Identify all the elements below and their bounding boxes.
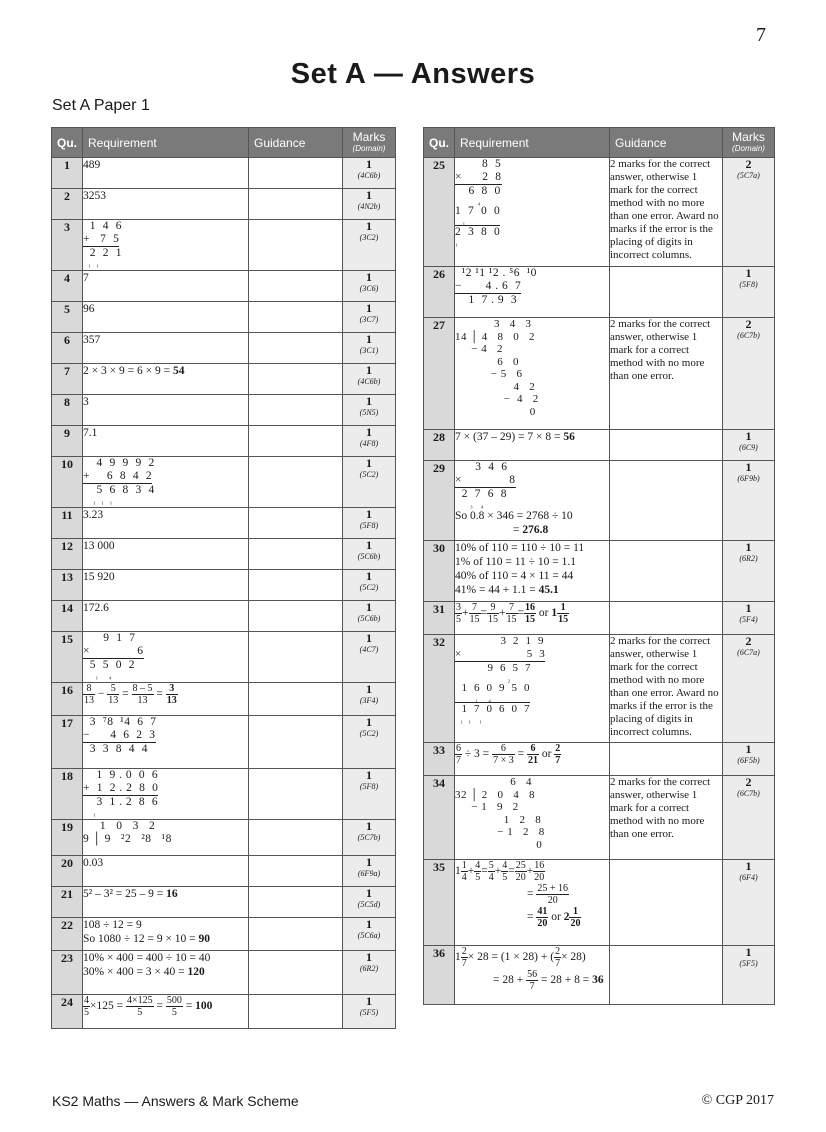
table-row: [52, 271, 396, 302]
marks-cell: 1 (3C2): [343, 220, 396, 271]
question-number: 30: [424, 541, 455, 602]
question-number: 35: [424, 860, 455, 946]
table-row: [424, 267, 775, 318]
table-row: [424, 743, 775, 776]
question-number: 31: [424, 602, 455, 635]
guidance: 2 marks for the correct answer, otherwise 1 mark for a correct method with no more than one error.: [610, 318, 723, 430]
table-row: [52, 716, 396, 769]
question-number: 11: [52, 508, 83, 539]
requirement: 172.6: [83, 601, 249, 632]
marks-cell: 1 (5F8): [343, 769, 396, 820]
table-row: [52, 887, 396, 918]
guidance: [249, 632, 343, 683]
question-number: 12: [52, 539, 83, 570]
marks-cell: 1 (4F8): [343, 426, 396, 457]
question-number: 36: [424, 946, 455, 1005]
question-number: 28: [424, 430, 455, 461]
requirement: 7 × (37 – 29) = 7 × 8 = 56: [455, 430, 610, 461]
guidance: [610, 267, 723, 318]
requirement: 3 2 1 9 × 5 3 9 6 5 7 ₂ 1 6 0 9 5 0 ₁ ₄ 1 7 0 6 0 7 ₁ ₁ ₁: [455, 635, 610, 743]
table-row: [424, 635, 775, 743]
guidance: [249, 539, 343, 570]
guidance: [249, 189, 343, 220]
requirement: 10% of 110 = 110 ÷ 10 = 11 1% of 110 = 11 ÷ 10 = 1.1 40% of 110 = 4 × 11 = 44 41% = 44 + 1.1 = 45.1: [455, 541, 610, 602]
table-row: [52, 632, 396, 683]
question-number: 32: [424, 635, 455, 743]
question-number: 20: [52, 856, 83, 887]
guidance: [249, 395, 343, 426]
question-number: 7: [52, 364, 83, 395]
table-row: [424, 541, 775, 602]
marks-cell: 1 (4C6b): [343, 364, 396, 395]
table-row: [52, 508, 396, 539]
header-guidance: Guidance: [249, 128, 343, 158]
question-number: 2: [52, 189, 83, 220]
marks-cell: 1 (5C2): [343, 716, 396, 769]
requirement: 3 4 3 14 │ 4 8 0 2 − 4 2 6 0 − 5 6 4 2 − 4 2 0: [455, 318, 610, 430]
requirement: 3 ⁷8 ¹4 6 7 − 4 6 2 3 3 3 8 4 4: [83, 716, 249, 769]
requirement: 489: [83, 158, 249, 189]
table-row: [52, 364, 396, 395]
question-number: 24: [52, 995, 83, 1029]
table-row: [52, 570, 396, 601]
requirement: 6 4 32 │ 2 0 4 8 − 1 9 2 1 2 8 − 1 2 8 0: [455, 776, 610, 860]
marks-cell: 1 (5C5d): [343, 887, 396, 918]
table-row: [52, 333, 396, 364]
table-row: [424, 158, 775, 267]
marks-cell: 1 (4C6b): [343, 158, 396, 189]
requirement: 8 5 × 2 8 6 8 0 ₄ 1 7 0 0 ₁ 2 3 8 0 ₁: [455, 158, 610, 267]
header-marks: Marks (Domain): [723, 128, 775, 158]
requirement: 1 0 3 2 9 │ 9 ²2 ²8 ¹8: [83, 820, 249, 856]
question-number: 23: [52, 951, 83, 995]
answers-table-right: [423, 127, 775, 1005]
table-row: [424, 602, 775, 635]
guidance: [249, 508, 343, 539]
guidance: [249, 220, 343, 271]
question-number: 4: [52, 271, 83, 302]
question-number: 25: [424, 158, 455, 267]
question-number: 10: [52, 457, 83, 508]
requirement: 9 1 7 × 6 5 5 0 2 ₁ ₄: [83, 632, 249, 683]
question-number: 29: [424, 461, 455, 541]
table-row: [52, 189, 396, 220]
table-row: [52, 158, 396, 189]
guidance: [249, 856, 343, 887]
guidance: 2 marks for the correct answer, otherwise 1 mark for the correct method with no more than one error. Award no marks if the error is the placing of digits in incorrect columns.: [610, 635, 723, 743]
requirement: 1 $\frac{1}{4}$ + $\frac{4}{5}$ = $\frac{5}{4}$ + $\frac{4}{5}$ = $\frac{25}{20}$ + $\frac{16}{20}$ = $\frac{25 + 16}{20}$ = $\frac{41}{20}$ or 2 $\frac{1}{20}$: [455, 860, 610, 946]
requirement: 15 920: [83, 570, 249, 601]
footer-title: KS2 Maths — Answers & Mark Scheme: [52, 1093, 299, 1109]
marks-cell: 1 (5F8): [723, 267, 775, 318]
header-qu: Qu.: [52, 128, 83, 158]
requirement: 2 × 3 × 9 = 6 × 9 = 54: [83, 364, 249, 395]
guidance: [249, 820, 343, 856]
guidance: [610, 743, 723, 776]
question-number: 13: [52, 570, 83, 601]
question-number: 34: [424, 776, 455, 860]
table-row: [52, 601, 396, 632]
requirement: 3.23: [83, 508, 249, 539]
marks-cell: 1 (4C7): [343, 632, 396, 683]
guidance: [249, 716, 343, 769]
marks-cell: 1 (5C6b): [343, 601, 396, 632]
marks-cell: 1 (3C7): [343, 302, 396, 333]
question-number: 16: [52, 683, 83, 716]
guidance: [249, 457, 343, 508]
table-row: [52, 426, 396, 457]
requirement: 3 4 6 × 8 2 7 6 8 ₃ ₄ So 0.8 × 346 = 2768 ÷ 10 = 276.8: [455, 461, 610, 541]
marks-cell: 1 (3F4): [343, 683, 396, 716]
marks-cell: 1 (6F4): [723, 860, 775, 946]
question-number: 21: [52, 887, 83, 918]
table-row: [52, 457, 396, 508]
marks-cell: 1 (5N5): [343, 395, 396, 426]
requirement: $\frac{3}{5}$ + $\frac{7}{15}$ = $\frac{9}{15}$ + $\frac{7}{15}$ = $\frac{16}{15}$ or 1 $\frac{1}{15}$: [455, 602, 610, 635]
header-requirement: Requirement: [455, 128, 610, 158]
guidance: [249, 333, 343, 364]
page-title: Set A — Answers: [290, 58, 536, 90]
marks-cell: 1 (6C9): [723, 430, 775, 461]
answers-table-left: [51, 127, 396, 1029]
guidance: [249, 918, 343, 951]
marks-cell: 1 (5C6b): [343, 539, 396, 570]
paper-subtitle: Set A Paper 1: [52, 97, 150, 114]
marks-cell: 1 (6F9b): [723, 461, 775, 541]
question-number: 19: [52, 820, 83, 856]
guidance: [610, 541, 723, 602]
table-row: [52, 302, 396, 333]
question-number: 3: [52, 220, 83, 271]
guidance: [249, 570, 343, 601]
table-row: [424, 946, 775, 1005]
requirement: 96: [83, 302, 249, 333]
guidance: [249, 158, 343, 189]
table-row: [424, 776, 775, 860]
question-number: 15: [52, 632, 83, 683]
guidance: [610, 946, 723, 1005]
marks-cell: 1 (5F5): [723, 946, 775, 1005]
header-requirement: Requirement: [83, 128, 249, 158]
requirement: 7.1: [83, 426, 249, 457]
guidance: [610, 461, 723, 541]
marks-cell: 1 (5F8): [343, 508, 396, 539]
requirement: 7: [83, 271, 249, 302]
question-number: 1: [52, 158, 83, 189]
page-number: 7: [756, 24, 766, 46]
table-row: [52, 856, 396, 887]
question-number: 33: [424, 743, 455, 776]
guidance: [249, 271, 343, 302]
marks-cell: 2 (6C7b): [723, 776, 775, 860]
table-row: [52, 539, 396, 570]
header-qu: Qu.: [424, 128, 455, 158]
marks-cell: 1 (5C7b): [343, 820, 396, 856]
question-number: 8: [52, 395, 83, 426]
requirement: ¹2 ¹1 ¹2 . ⁵6 ¹0 − 4 . 6 7 1 7 . 9 3: [455, 267, 610, 318]
requirement: 4 9 9 9 2 + 6 8 4 2 5 6 8 3 4 ₁ ₁ ₁: [83, 457, 249, 508]
question-number: 17: [52, 716, 83, 769]
guidance: [249, 601, 343, 632]
question-number: 14: [52, 601, 83, 632]
question-number: 22: [52, 918, 83, 951]
question-number: 26: [424, 267, 455, 318]
guidance: [249, 302, 343, 333]
guidance: [249, 426, 343, 457]
requirement: 13 000: [83, 539, 249, 570]
marks-cell: 1 (6F9a): [343, 856, 396, 887]
table-row: [424, 318, 775, 430]
marks-cell: 1 (6F5b): [723, 743, 775, 776]
requirement: 0.03: [83, 856, 249, 887]
marks-cell: 2 (6C7b): [723, 318, 775, 430]
guidance: 2 marks for the correct answer, otherwise 1 mark for a correct method with no more than one error.: [610, 776, 723, 860]
requirement: 3: [83, 395, 249, 426]
table-row: [52, 918, 396, 951]
requirement: 1 9 . 0 0 6 + 1 2 . 2 8 0 3 1 . 2 8 6 ₁: [83, 769, 249, 820]
marks-cell: 1 (5C6a): [343, 918, 396, 951]
question-number: 9: [52, 426, 83, 457]
table-row: [52, 220, 396, 271]
requirement: 5² – 3² = 25 – 9 = 16: [83, 887, 249, 918]
header-marks: Marks (Domain): [343, 128, 396, 158]
guidance: 2 marks for the correct answer, otherwise 1 mark for the correct method with no more than one error. Award no marks if the error is the placing of digits in incorrect columns.: [610, 158, 723, 267]
marks-cell: 1 (5C2): [343, 570, 396, 601]
question-number: 27: [424, 318, 455, 430]
guidance: [610, 430, 723, 461]
marks-cell: 2 (6C7a): [723, 635, 775, 743]
marks-cell: 1 (6R2): [723, 541, 775, 602]
marks-cell: 1 (3C1): [343, 333, 396, 364]
footer-copyright: © CGP 2017: [701, 1093, 774, 1108]
guidance: [249, 951, 343, 995]
header-guidance: Guidance: [610, 128, 723, 158]
table-row: [424, 860, 775, 946]
requirement: 357: [83, 333, 249, 364]
requirement: 1 $\frac{2}{7}$ × 28 = (1 × 28) + ( $\frac{2}{7}$ × 28) = 28 + $\frac{56}{7}$ = 28 + 8 = 36: [455, 946, 610, 1005]
marks-cell: 1 (3C6): [343, 271, 396, 302]
question-number: 6: [52, 333, 83, 364]
guidance: [249, 769, 343, 820]
guidance: [249, 887, 343, 918]
table-row: [52, 769, 396, 820]
marks-cell: 2 (5C7a): [723, 158, 775, 267]
marks-cell: 1 (4N2b): [343, 189, 396, 220]
table-row: [424, 430, 775, 461]
table-row: [52, 995, 396, 1029]
guidance: [249, 995, 343, 1029]
requirement: 3253: [83, 189, 249, 220]
marks-cell: 1 (5F4): [723, 602, 775, 635]
guidance: [610, 860, 723, 946]
marks-cell: 1 (6R2): [343, 951, 396, 995]
marks-cell: 1 (5F5): [343, 995, 396, 1029]
requirement: $\frac{6}{7}$ ÷ 3 = $\frac{6}{7 \times 3}$ = $\frac{6}{21}$ or $\frac{2}{7}$: [455, 743, 610, 776]
guidance: [249, 364, 343, 395]
question-number: 18: [52, 769, 83, 820]
question-number: 5: [52, 302, 83, 333]
requirement: 1 4 6 + 7 5 2 2 1 ₁ ₁: [83, 220, 249, 271]
table-row: [52, 395, 396, 426]
table-row: [424, 461, 775, 541]
guidance: [610, 602, 723, 635]
requirement: $\frac{8}{13}$ − $\frac{5}{13}$ = $\frac{8 - 5}{13}$ = $\frac{3}{13}$: [83, 683, 249, 716]
requirement: 108 ÷ 12 = 9 So 1080 ÷ 12 = 9 × 10 = 90: [83, 918, 249, 951]
marks-cell: 1 (5C2): [343, 457, 396, 508]
guidance: [249, 683, 343, 716]
table-row: [52, 951, 396, 995]
table-row: [52, 820, 396, 856]
requirement: $\frac{4}{5}$ ×125 = $\frac{4\times 125}{5}$ = $\frac{500}{5}$ = 100: [83, 995, 249, 1029]
requirement: 10% × 400 = 400 ÷ 10 = 40 30% × 400 = 3 × 40 = 120: [83, 951, 249, 995]
table-row: [52, 683, 396, 716]
